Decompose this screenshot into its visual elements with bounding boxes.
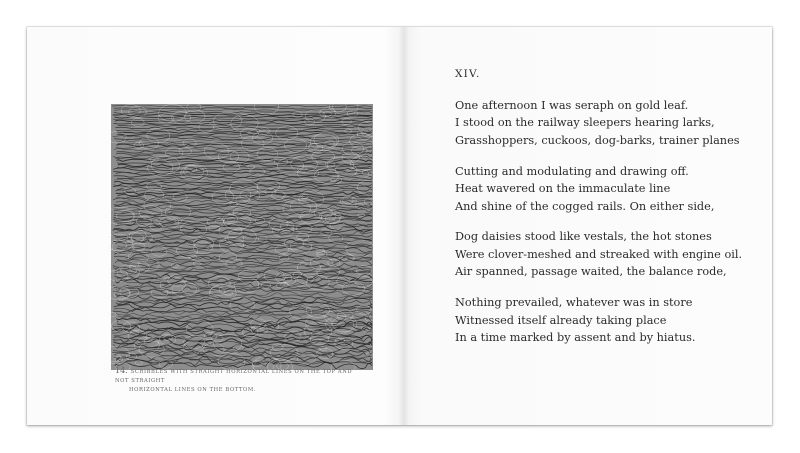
- poem-line: Cutting and modulating and drawing off.: [455, 164, 689, 178]
- poem-line: In a time marked by assent and by hiatus.: [455, 330, 696, 344]
- poem-title: XIV.: [455, 68, 481, 80]
- poem-line: One afternoon I was seraph on gold leaf.: [455, 99, 689, 112]
- poem-line: Heat wavered on the immaculate line: [455, 182, 671, 196]
- poem-line: Air spanned, passage waited, the balance rode,: [455, 265, 727, 279]
- caption-line-1: SCRIBBLES WITH STRAIGHT HORIZONTAL LINES ON THE TOP AND NOT STRAIGHT: [115, 369, 353, 384]
- book-spread: [27, 27, 772, 425]
- poem-line: Witnessed itself already taking place: [455, 313, 667, 327]
- stanza: [455, 294, 775, 346]
- scribble-drawing-image: [109, 102, 375, 372]
- poem: [455, 68, 775, 360]
- poem-line: And shine of the cogged rails. On either side,: [455, 199, 715, 213]
- poem-line: Dog daisies stood like vestals, the hot stones: [455, 230, 712, 244]
- figure-caption: [115, 366, 365, 395]
- poem-line: Were clover-meshed and streaked with engine oil.: [455, 247, 743, 261]
- stanza: [455, 163, 775, 215]
- stanza: [455, 97, 775, 149]
- figure-number: 14.: [115, 366, 128, 375]
- poem-line: Nothing prevailed, whatever was in store: [455, 296, 693, 310]
- book-gutter: [399, 27, 409, 425]
- poem-line: I stood on the railway sleepers hearing larks,: [455, 116, 715, 130]
- poem-line: Grasshoppers, cuckoos, dog-barks, trainer planes: [455, 133, 740, 147]
- scribble-drawing-icon: [109, 102, 375, 372]
- caption-line-2: HORIZONTAL LINES ON THE BOTTOM.: [129, 387, 257, 393]
- stanza: [455, 228, 775, 280]
